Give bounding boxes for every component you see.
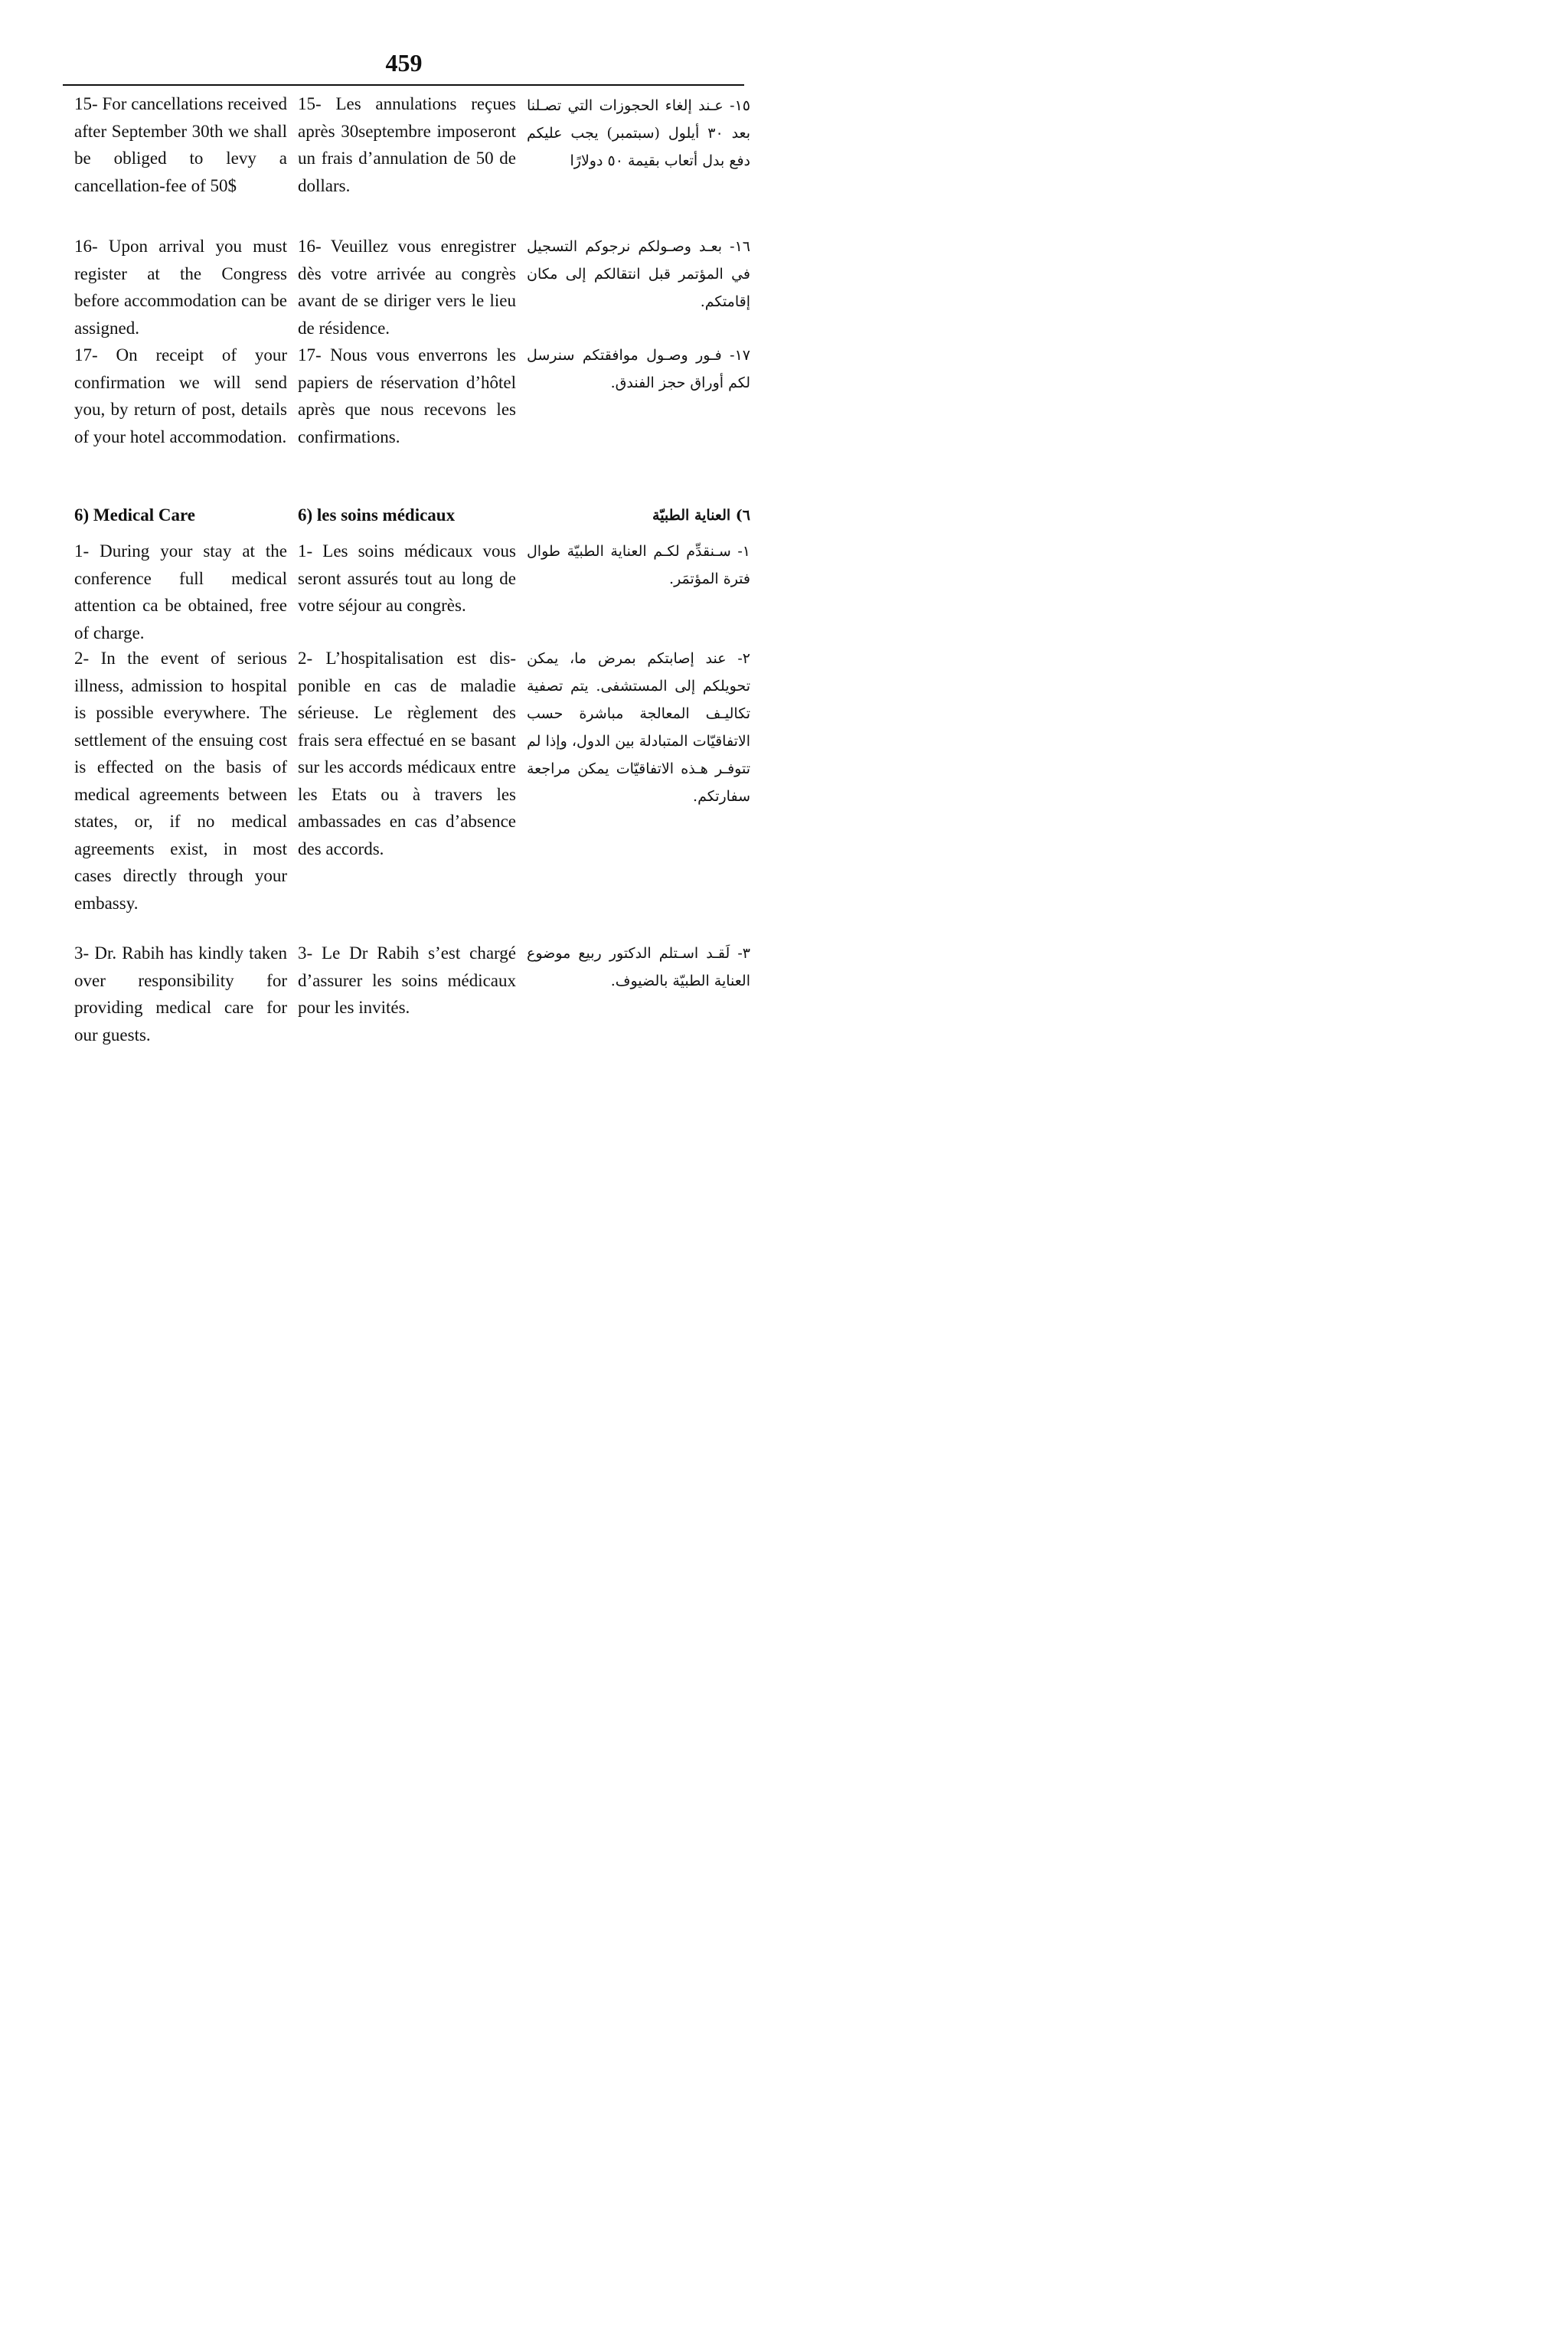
fr-medical-item-3: 3- Le Dr Rabih s’est chargé d’assurer les soins médicaux pour les invités. [298,943,516,1017]
en-medical-item-1: 1- During your stay at the conference full medical attention ca be obtained, free of charge. [74,541,287,642]
ar-section-heading: ٦) العناية الطبيّة [652,507,750,524]
ar-medical-item-1: ١- سـنقدِّم لكـم العناية الطبيّة طوال فترة المؤتمَر. [527,543,750,587]
ar-item-15: ١٥- عـند إلغاء الحجوزات التي تصـلنا بعد ٣٠ أيلول (سبتمبر) يجب عليكم دفع بدل أتعاب بقيمة ٥٠ دولارًا [527,97,750,169]
fr-medical-item-2: 2- L’hospitalisation est dis-ponible en cas de maladie sérieuse. Le règlement des frais sera effectué en se basant sur les accords médicaux entre les Etats ou à travers les ambassades en cas d’absence des accords. [298,649,516,858]
en-medical-item-2: 2- In the event of serious illness, admission to hospital is possible everywhere. The settlement of the ensuing cost is effected on the basis of medical agreements between states, or, if no medical agreements exist, in most cases directly through your embassy. [74,649,287,913]
ar-item-17: ١٧- فـور وصـول موافقتكم سنرسل لكم أوراق حجز الفندق. [527,347,750,391]
fr-item-17: 17- Nous vous enverrons les papiers de réservation d’hôtel après que nous recevons les confirmations. [298,345,516,446]
page-number: 459 [385,49,423,77]
fr-item-16: 16- Veuillez vous enregistrer dès votre arrivée au congrès avant de se diriger vers le lieu de résidence. [298,237,516,338]
fr-medical-item-1: 1- Les soins médicaux vous seront assurés tout au long de votre séjour au congrès. [298,541,516,615]
ar-medical-item-3: ٣- لَقـد اسـتلم الدكتور ربيع موضوع العناية الطبيّة بالضيوف. [527,945,750,989]
fr-section-heading: 6) les soins médicaux [298,505,456,525]
en-section-heading: 6) Medical Care [74,505,195,525]
en-item-15: 15- For cancellations received after September 30th we shall be obliged to levy a cancellation-fee of 50$ [74,94,287,195]
header-rule [63,84,744,86]
en-item-16: 16- Upon arrival you must register at the Congress before accommodation can be assigned. [74,237,287,338]
fr-item-15: 15- Les annulations reçues après 30septembre imposeront un frais d’annulation de 50 de dollars. [298,94,516,195]
en-item-17: 17- On receipt of your confirmation we will send you, by return of post, details of your hotel accommodation. [74,345,287,446]
ar-medical-item-2: ٢- عند إصابتكم بمرض ما، يمكن تحويلكم إلى المستشفى. يتم تصفية تكاليـف المعالجة مباشرة حسب الاتفاقيّات المتبادلة بين الدول، وإذا لم تتوفـر هـذه الاتفاقيّات يمكن مراجعة سفارتكم. [527,650,750,805]
ar-item-16: ١٦- بعـد وصـولكم نرجوكم التسجيل في المؤتمر قبل انتقالكم إلى مكان إقامتكم. [527,238,750,310]
en-medical-item-3: 3- Dr. Rabih has kindly taken over responsibility for providing medical care for our guests. [74,943,287,1045]
